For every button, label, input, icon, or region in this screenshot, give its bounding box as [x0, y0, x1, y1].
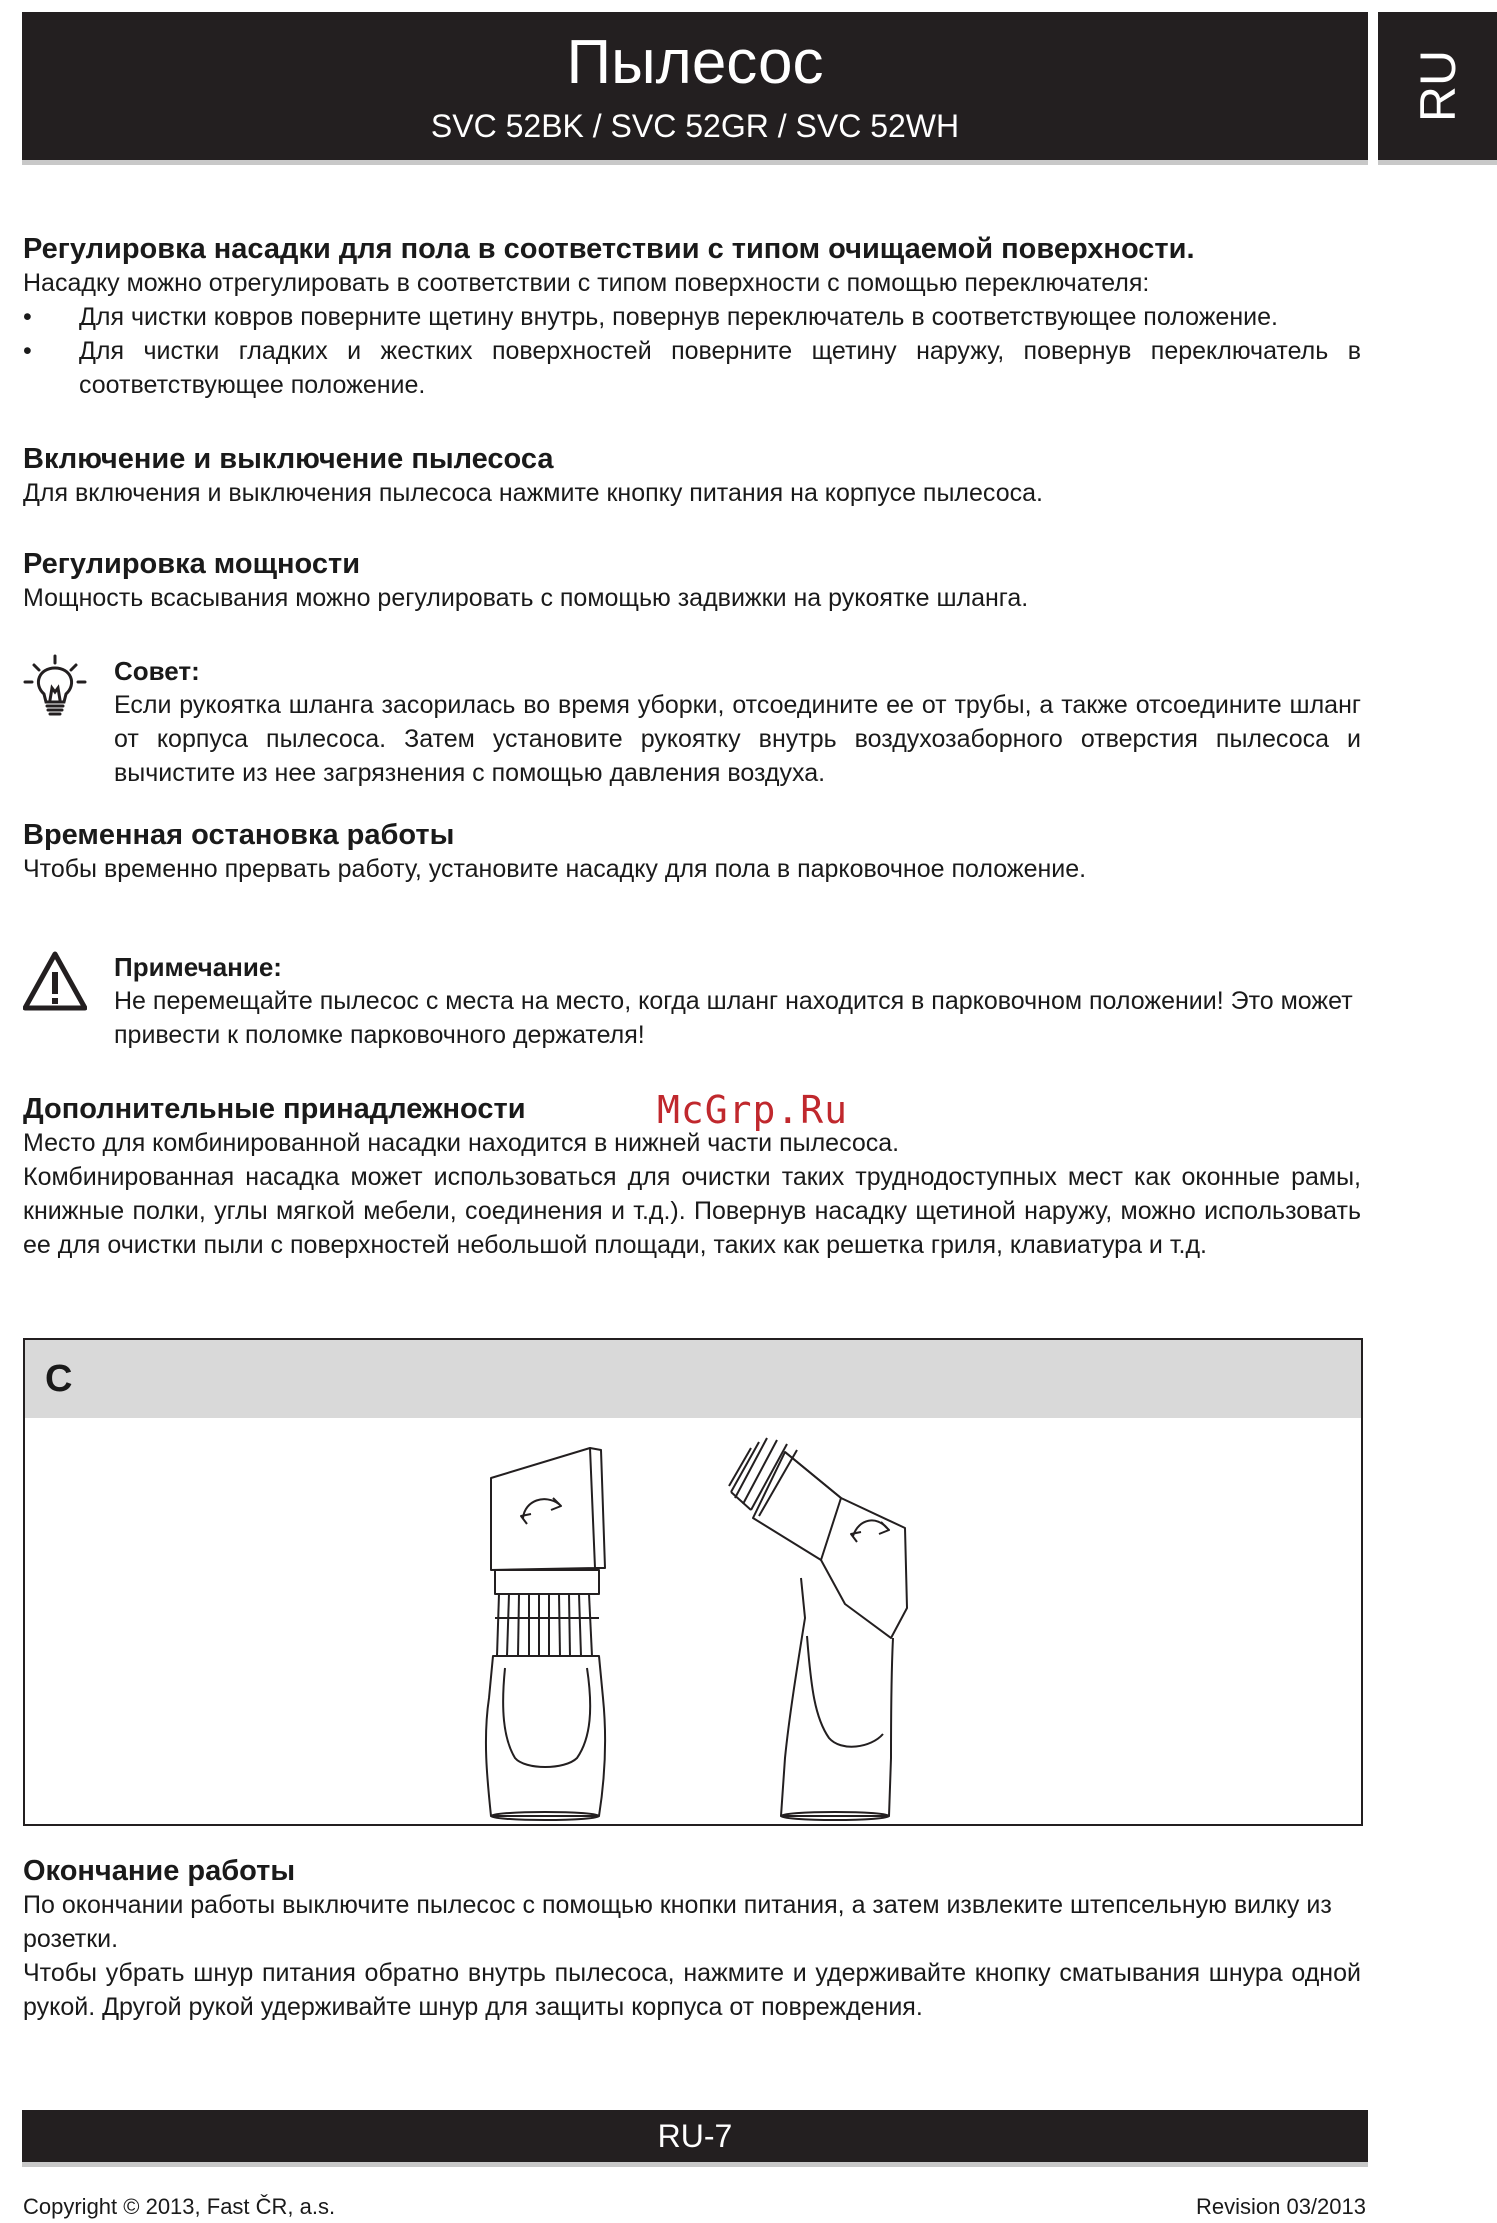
lightbulb-icon — [23, 654, 87, 718]
section-text: По окончании работы выключите пылесос с помощью кнопки питания, а затем извлеките штепсельную вилку из розетки. — [23, 1891, 1332, 1953]
page-header — [22, 12, 1368, 160]
section-heading: Дополнительные принадлежности — [23, 1093, 526, 1125]
warning-triangle-icon — [23, 950, 87, 1014]
combination-nozzle-illustration — [25, 1418, 1361, 1822]
section-power-adjust — [23, 547, 1361, 615]
note-box — [23, 950, 1361, 1052]
model-numbers: SVC 52BK / SVC 52GR / SVC 52WH — [430, 108, 960, 144]
section-text: Чтобы временно прервать работу, установите насадку для пола в парковочное положение. — [23, 855, 1087, 883]
section-heading: Регулировка мощности — [23, 548, 361, 580]
nozzle-brush-outward — [729, 1438, 907, 1820]
section-power-on — [23, 442, 1361, 510]
figure-label: C — [25, 1340, 1361, 1418]
page-number-bar — [22, 2110, 1368, 2162]
section-text: Место для комбинированной насадки находится в нижней части пылесоса. — [23, 1129, 900, 1157]
copyright: Copyright © 2013, Fast ČR, a.s. — [23, 2194, 336, 2219]
note-text: Не перемещайте пылесос с места на место, когда шланг находится в парковочном положении! Это может привести к поломке парковочного держателя! — [114, 987, 1353, 1049]
watermark: McGrp.Ru — [657, 1088, 849, 1132]
section-heading: Включение и выключение пылесоса — [23, 443, 554, 475]
nozzle-brush-inward — [486, 1448, 605, 1820]
tip-text: Если рукоятка шланга засорилась во время уборки, отсоедините ее от трубы, а также отсоедините шланг от корпуса пылесоса. Затем установите рукоятку внутрь воздухозаборного отверстия пылесоса и вычистите из нее загрязнения с помощью давления воздуха. — [114, 691, 1361, 787]
section-text: Насадку можно отрегулировать в соответствии с типом поверхности с помощью переключателя: — [23, 269, 1150, 297]
section-text: Чтобы убрать шнур питания обратно внутрь пылесоса, нажмите и удерживайте кнопку сматывания шнура одной рукой. Другой рукой удерживайте шнур для защиты корпуса от повреждения. — [23, 1959, 1361, 2021]
section-heading: Окончание работы — [23, 1855, 296, 1887]
document-title: Пылесос — [566, 28, 824, 97]
list-item: • Для чистки гладких и жестких поверхностей поверните щетину наружу, повернув переключатель в соответствующее положение. — [23, 334, 1361, 402]
language-tab — [1378, 12, 1497, 160]
page-number: RU-7 — [657, 2118, 733, 2154]
section-surface — [23, 232, 1361, 402]
section-pause — [23, 818, 1361, 886]
section-heading: Регулировка насадки для пола в соответствии с типом очищаемой поверхности. — [23, 233, 1195, 265]
section-finish — [23, 1854, 1361, 2024]
bullet-list — [23, 300, 1361, 402]
tip-box — [23, 654, 1361, 790]
figure-c — [23, 1338, 1363, 1826]
section-text: Комбинированная насадка может использоваться для очистки таких труднодоступных мест как оконные рамы, книжные полки, углы мягкой мебели, соединения и т.д.). Повернув насадку щетиной наружу, можно использовать ее для очистки пыли с поверхностей небольшой площади, таких как решетка гриля, клавиатура и т.д. — [23, 1163, 1361, 1259]
tip-heading: Совет: — [114, 656, 200, 686]
section-text: Для включения и выключения пылесоса нажмите кнопку питания на корпусе пылесоса. — [23, 479, 1043, 507]
note-heading: Примечание: — [114, 952, 282, 982]
revision: Revision 03/2013 — [1195, 2194, 1366, 2219]
section-text: Мощность всасывания можно регулировать с помощью задвижки на рукоятке шланга. — [23, 584, 1029, 612]
language-code: RU — [1409, 49, 1466, 123]
list-item: • Для чистки ковров поверните щетину внутрь, повернув переключатель в соответствующее положение. — [23, 300, 1361, 334]
section-heading: Временная остановка работы — [23, 819, 455, 851]
